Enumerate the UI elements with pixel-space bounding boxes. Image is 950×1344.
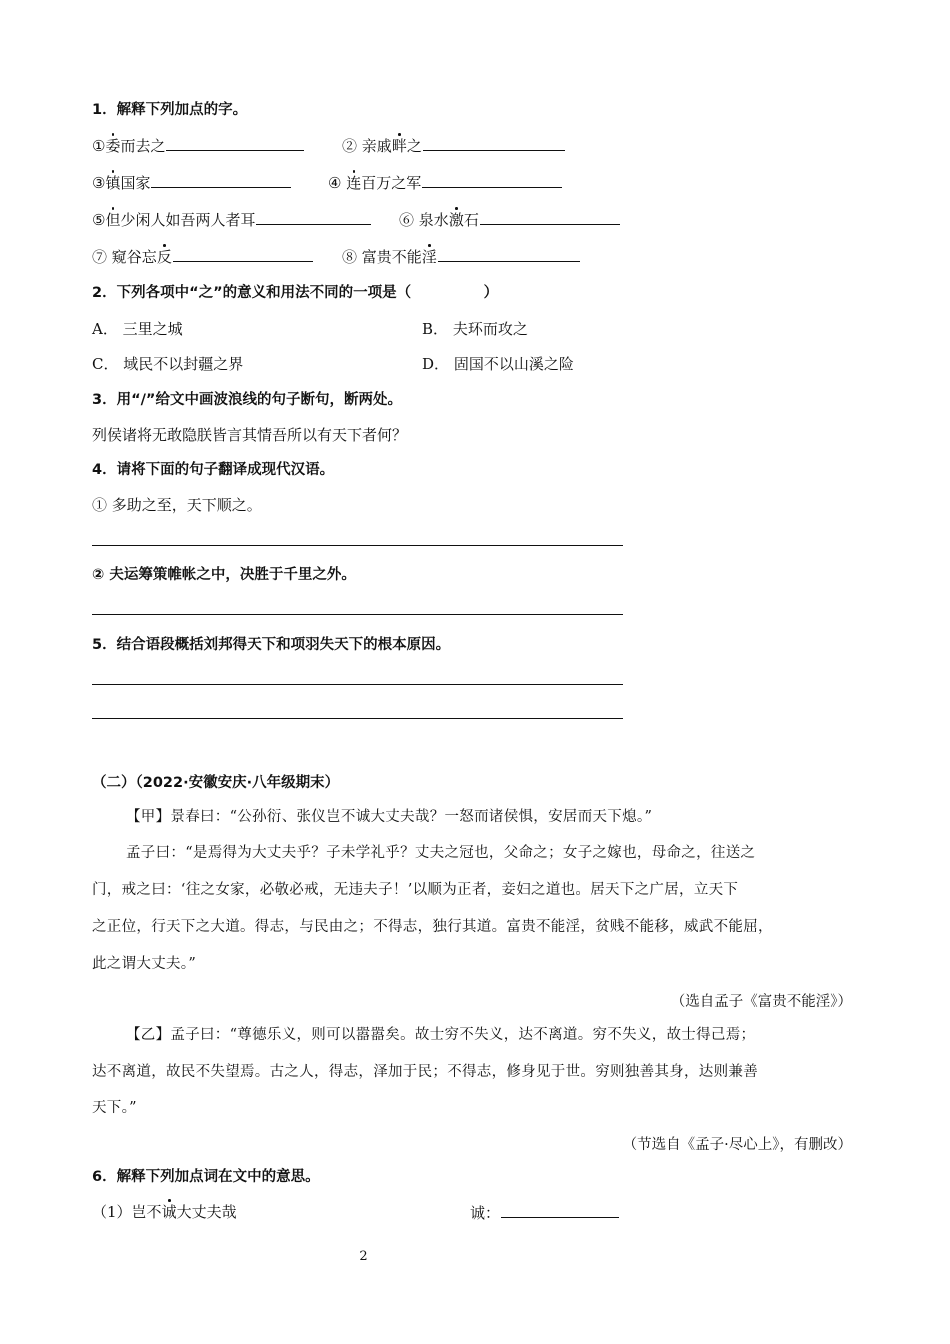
q1-item-3: ③镇国家 [92,172,291,193]
answer-blank[interactable] [501,1202,619,1218]
answer-line[interactable] [92,545,623,546]
q3-sentence: 列侯诸将无敢隐朕皆言其情吾所以有天下者何？ [92,426,408,444]
answer-blank[interactable] [480,209,620,225]
q1-item-4: ④ 连百万之军 [328,172,562,193]
section-heading: （二）（2022·安徽安庆·八年级期末） [92,775,340,791]
q2-option-c[interactable]: C． 域民不以封疆之界 [92,355,244,373]
answer-blank[interactable] [423,135,565,151]
answer-line[interactable] [92,718,623,719]
q1-item-1: ①委而去之 [92,135,304,156]
answer-blank[interactable] [422,172,562,188]
q2-title: 2．下列各项中“之”的意义和用法不同的一项是（ ） [92,285,499,301]
q1-item-7: ⑦ 窥谷忘反 [92,246,313,267]
passage-jia-line: 之正位，行天下之大道。得志，与民由之；不得志，独行其道。富贵不能淫，贫贱不能移，威武不能屈， [92,919,773,935]
q1-item-6: ⑥ 泉水激石 [399,209,620,230]
q4-sentence-1: ① 多助之至，天下顺之。 [92,496,262,514]
page-number: 2 [359,1249,368,1264]
passage-jia-line: 【甲】景春曰：“公孙衍、张仪岂不诚大丈夫哉？一怒而诸侯惧，安居而天下熄。” [126,809,653,825]
answer-blank[interactable] [173,246,313,262]
passage-jia-line: 此之谓大丈夫。” [92,956,197,972]
q6-item-1: （1）岂不诚大丈夫哉 [92,1203,237,1221]
q6-answer: 诚： [470,1202,619,1223]
passage-yi-line: 达不离道，故民不失望焉。古之人，得志，泽加于民；不得志，修身见于世。穷则独善其身，达则兼善 [92,1064,758,1080]
q3-title: 3．用“/”给文中画波浪线的句子断句，断两处。 [92,392,402,408]
passage-jia-source: （选自孟子《富贵不能淫》） [670,994,852,1010]
q2-option-d[interactable]: D． 固国不以山溪之险 [422,355,574,373]
q5-title: 5．结合语段概括刘邦得天下和项羽失天下的根本原因。 [92,637,451,653]
q2-option-a[interactable]: A． 三里之城 [92,320,183,338]
q1-title: 1．解释下列加点的字。 [92,102,248,118]
passage-yi-line: 【乙】孟子曰：“尊德乐义，则可以嚣嚣矣。故士穷不失义，达不离道。穷不失义，故士得己焉； [126,1027,756,1043]
answer-line[interactable] [92,614,623,615]
answer-blank[interactable] [166,135,304,151]
answer-blank[interactable] [256,209,371,225]
q6-title: 6．解释下列加点词在文中的意思。 [92,1169,320,1185]
passage-yi-line: 天下。” [92,1100,137,1116]
q4-sentence-2: ② 夫运筹策帷帐之中，决胜于千里之外。 [92,567,356,583]
answer-blank[interactable] [151,172,291,188]
passage-jia-line: 孟子曰：“是焉得为大丈夫乎？子未学礼乎？丈夫之冠也，父命之；女子之嫁也，母命之，往送之 [126,845,756,861]
answer-line[interactable] [92,684,623,685]
q1-item-8: ⑧ 富贵不能淫 [342,246,580,267]
q4-title: 4．请将下面的句子翻译成现代汉语。 [92,462,335,478]
q1-item-5: ⑤但少闲人如吾两人者耳 [92,209,371,230]
answer-blank[interactable] [438,246,580,262]
q1-item-2: ② 亲戚畔之 [342,135,565,156]
q2-option-b[interactable]: B． 夫环而攻之 [422,320,528,338]
passage-jia-line: 门，戒之曰：‘往之女家，必敬必戒，无违夫子！’以顺为正者，妾妇之道也。居天下之广居，立天下 [92,882,739,898]
passage-yi-source: （节选自《孟子·尽心上》，有删改） [622,1137,852,1153]
